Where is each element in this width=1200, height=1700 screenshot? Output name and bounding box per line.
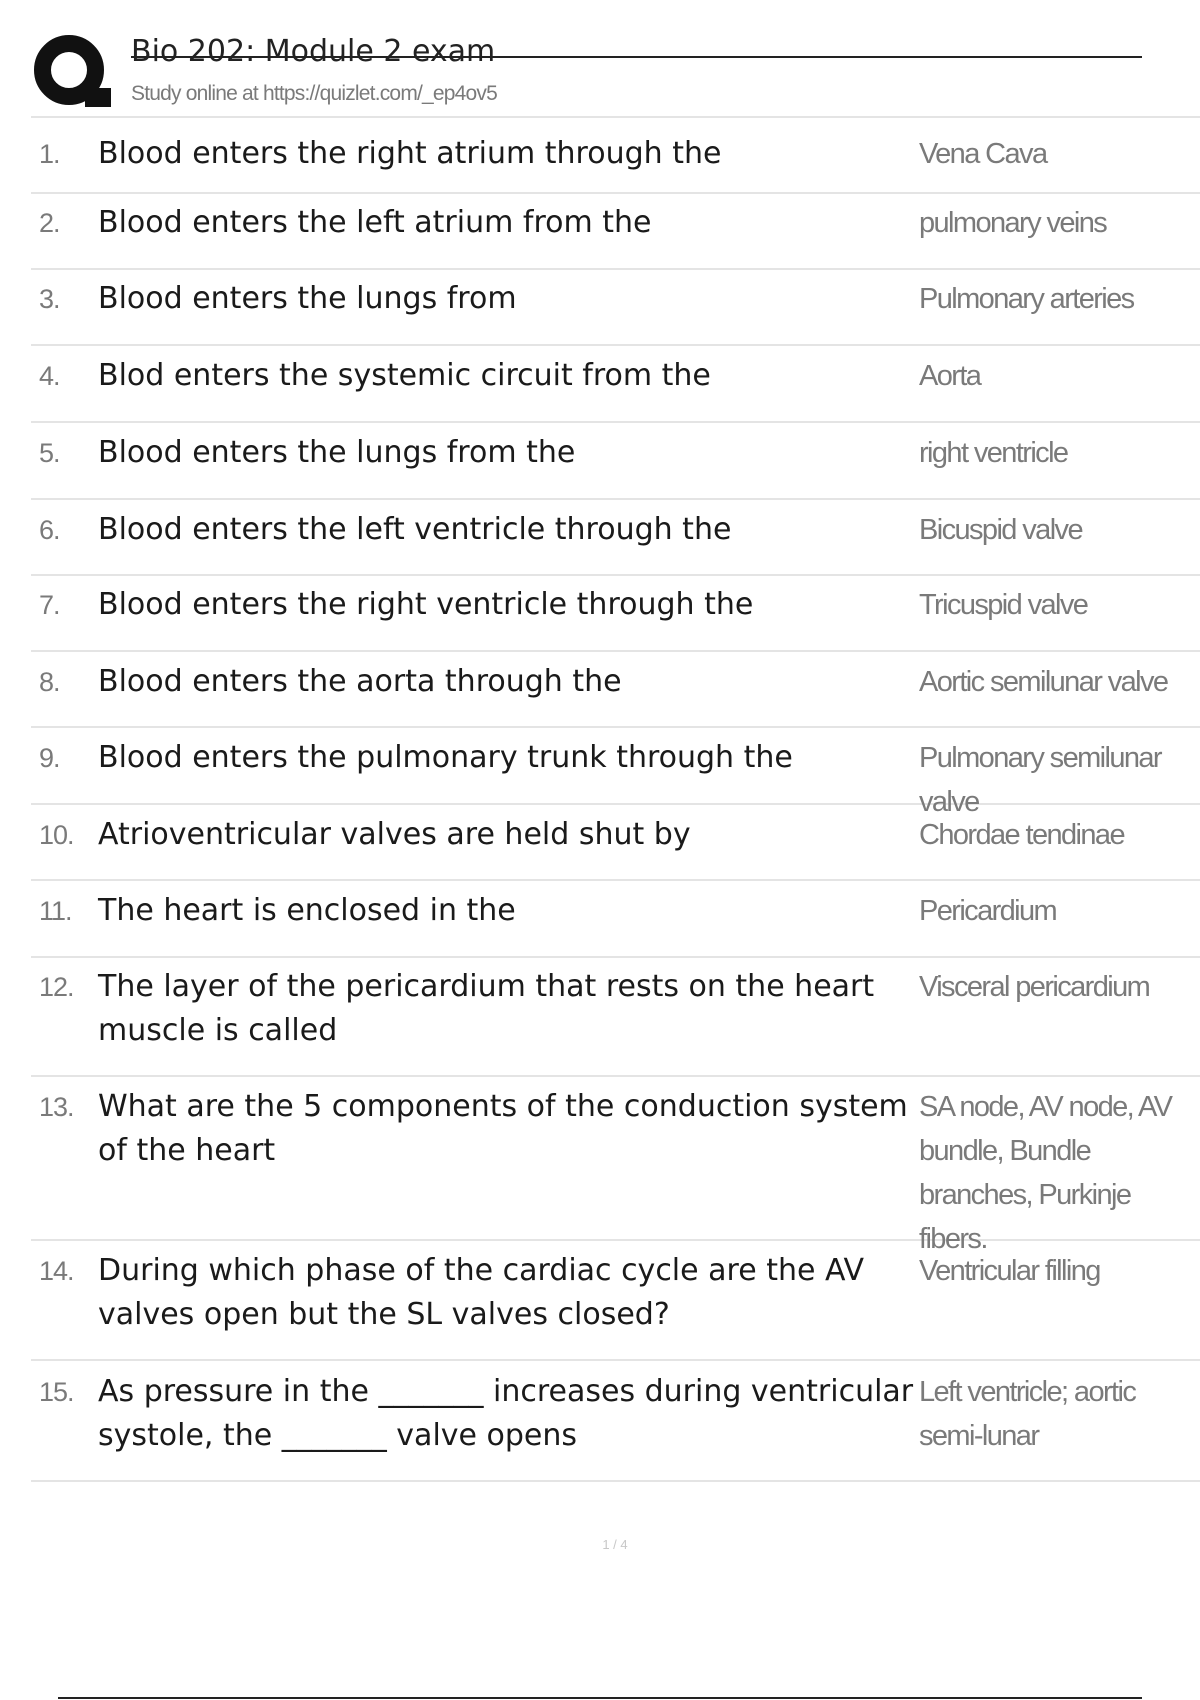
card-term: The heart is enclosed in the bbox=[98, 893, 516, 928]
flashcard-row bbox=[31, 1077, 1200, 1255]
card-term: Atrioventricular valves are held shut by bbox=[98, 817, 691, 852]
flashcard-row bbox=[31, 728, 1200, 818]
flashcard-row bbox=[31, 652, 1200, 728]
card-number: 15. bbox=[39, 1377, 74, 1407]
card-term: Blod enters the systemic circuit from the bbox=[98, 358, 711, 393]
page-title: Bio 202: Module 2 exam bbox=[131, 34, 496, 69]
flashcard-row bbox=[31, 423, 1200, 500]
flashcard-row bbox=[31, 500, 1200, 576]
flashcard-row bbox=[31, 1241, 1200, 1361]
card-definition: Left ventricle; aortic semi-lunar bbox=[919, 1376, 1136, 1452]
card-definition: Pericardium bbox=[919, 895, 1057, 927]
flashcard-row bbox=[31, 118, 1200, 194]
card-term: Blood enters the right atrium through the bbox=[98, 136, 722, 171]
card-definition: Aortic semilunar valve bbox=[919, 666, 1168, 698]
card-definition: Pulmonary semilunar valve bbox=[919, 742, 1161, 818]
card-definition: Visceral pericardium bbox=[919, 971, 1150, 1003]
card-term: Blood enters the lungs from bbox=[98, 281, 517, 316]
card-number: 1. bbox=[39, 139, 60, 169]
flashcard-row bbox=[31, 805, 1200, 881]
card-number: 4. bbox=[39, 361, 60, 391]
card-number: 5. bbox=[39, 438, 60, 468]
card-number: 11. bbox=[39, 896, 72, 926]
card-term: The layer of the pericardium that rests on the heart muscle is called bbox=[98, 969, 875, 1048]
card-number: 13. bbox=[39, 1092, 74, 1122]
card-term: During which phase of the cardiac cycle are the AV valves open but the SL valves closed? bbox=[98, 1253, 865, 1332]
card-term: Blood enters the lungs from the bbox=[98, 435, 576, 470]
card-number: 14. bbox=[39, 1256, 74, 1286]
flashcard-list bbox=[31, 116, 1200, 1482]
card-term: As pressure in the _______ increases during ventricular systole, the _______ valve opens bbox=[98, 1374, 914, 1453]
card-term: Blood enters the right ventricle through the bbox=[98, 587, 754, 622]
flashcard-row bbox=[31, 270, 1200, 346]
card-number: 12. bbox=[39, 972, 74, 1002]
study-online-link[interactable]: Study online at https://quizlet.com/_ep4ov5 bbox=[131, 82, 498, 105]
flashcard-row bbox=[31, 958, 1200, 1077]
card-term: Blood enters the aorta through the bbox=[98, 664, 622, 699]
card-definition: Chordae tendinae bbox=[919, 819, 1124, 851]
header-divider bbox=[131, 56, 1142, 58]
card-number: 3. bbox=[39, 284, 60, 314]
card-definition: pulmonary veins bbox=[919, 207, 1107, 239]
flashcard-row bbox=[31, 576, 1200, 652]
card-term: What are the 5 components of the conduction system of the heart bbox=[98, 1089, 908, 1168]
footer-divider bbox=[58, 1697, 1142, 1699]
card-definition: right ventricle bbox=[919, 437, 1068, 469]
card-number: 8. bbox=[39, 667, 60, 697]
card-term: Blood enters the pulmonary trunk through the bbox=[98, 740, 793, 775]
card-definition: Pulmonary arteries bbox=[919, 283, 1134, 315]
card-definition: Tricuspid valve bbox=[919, 589, 1088, 621]
card-term: Blood enters the left atrium from the bbox=[98, 205, 652, 240]
card-number: 10. bbox=[39, 820, 74, 850]
flashcard-row bbox=[31, 346, 1200, 423]
page-number: 1 / 4 bbox=[602, 1537, 628, 1552]
card-number: 7. bbox=[39, 590, 60, 620]
card-number: 2. bbox=[39, 208, 60, 238]
flashcard-row bbox=[31, 881, 1200, 958]
quizlet-logo-icon bbox=[33, 32, 111, 110]
card-definition: Bicuspid valve bbox=[919, 514, 1082, 546]
card-definition: Vena Cava bbox=[919, 138, 1047, 170]
card-term: Blood enters the left ventricle through the bbox=[98, 512, 732, 547]
card-number: 6. bbox=[39, 515, 60, 545]
card-definition: Ventricular filling bbox=[919, 1255, 1100, 1287]
flashcard-row bbox=[31, 194, 1200, 270]
card-definition: Aorta bbox=[919, 360, 981, 392]
card-definition: SA node, AV node, AV bundle, Bundle branches, Purkinje fibers. bbox=[919, 1091, 1172, 1255]
card-number: 9. bbox=[39, 743, 60, 773]
flashcard-row bbox=[31, 1361, 1200, 1482]
